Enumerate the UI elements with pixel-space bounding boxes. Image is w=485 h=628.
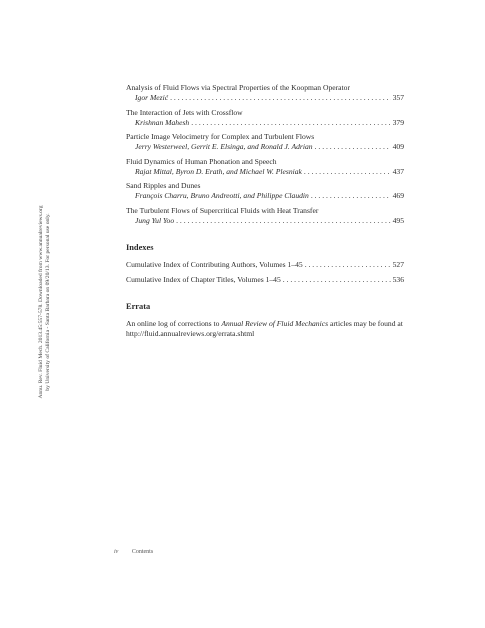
- footer-label: Contents: [131, 549, 154, 555]
- toc-entry: [126, 132, 404, 152]
- download-notice-text: [38, 205, 52, 398]
- toc-entry: [126, 181, 404, 201]
- index-entry-label[interactable]: Cumulative Index of Chapter Titles, Volumes 1–45: [126, 274, 281, 284]
- footer-page-number: iv: [114, 549, 119, 555]
- download-notice-line: by University of California - Santa Barbara on 09/20/13. For personal use only.: [45, 213, 51, 391]
- toc-entry-line: [126, 191, 404, 201]
- toc-entry-title[interactable]: Fluid Dynamics of Human Phonation and Speech: [126, 156, 277, 166]
- index-entry-page[interactable]: 527: [392, 259, 404, 269]
- toc-entry-title[interactable]: The Turbulent Flows of Supercritical Fluids with Heat Transfer: [126, 205, 319, 215]
- download-notice: [30, 202, 60, 402]
- dot-leader: [283, 275, 391, 285]
- toc-entry-title[interactable]: Analysis of Fluid Flows via Spectral Properties of the Koopman Operator: [126, 83, 350, 92]
- toc-entry-page[interactable]: 495: [392, 215, 404, 225]
- journal-title: Annual Review of Fluid Mechanics: [221, 318, 329, 328]
- page-footer: [114, 549, 153, 555]
- dot-leader: [170, 93, 391, 103]
- toc-entry-page[interactable]: 357: [392, 93, 404, 102]
- toc-entry-authors: François Charru, Bruno Andreotti, and Philippe Claudin: [135, 191, 309, 200]
- toc-entry: [126, 83, 404, 103]
- toc-entry-line: [126, 118, 404, 128]
- dot-leader: [311, 191, 391, 201]
- toc-entry-title[interactable]: The Interaction of Jets with Crossflow: [126, 107, 243, 117]
- errata-text-before: An online log of corrections to: [126, 318, 222, 328]
- index-entry-page[interactable]: 536: [392, 274, 404, 284]
- toc-entry-title[interactable]: Sand Ripples and Dunes: [126, 181, 201, 190]
- index-entry[interactable]: [126, 275, 404, 285]
- index-entry-label[interactable]: Cumulative Index of Contributing Authors, Volumes 1–45: [126, 259, 303, 269]
- toc-entry: [126, 206, 404, 226]
- toc-entry-page[interactable]: 409: [392, 142, 404, 151]
- table-of-contents: [126, 83, 404, 340]
- toc-entry-authors: Rajat Mittal, Byron D. Erath, and Michael W. Plesniak: [135, 166, 302, 176]
- toc-entry: [126, 108, 404, 128]
- toc-entry-line: [126, 216, 404, 226]
- index-entry[interactable]: [126, 260, 404, 270]
- toc-entry-page[interactable]: 469: [392, 191, 404, 200]
- errata-text: [126, 319, 404, 340]
- dot-leader: [304, 167, 391, 177]
- toc-entry-authors: Jerry Westerweel, Gerrit E. Elsinga, and Ronald J. Adrian: [135, 142, 313, 151]
- indexes-heading: Indexes: [126, 242, 154, 252]
- dot-leader: [176, 216, 390, 226]
- dot-leader: [305, 260, 391, 270]
- toc-entry-title[interactable]: Particle Image Velocimetry for Complex and Turbulent Flows: [126, 132, 315, 141]
- toc-entry-line: [126, 167, 404, 177]
- dot-leader: [191, 118, 390, 128]
- errata-text-after[interactable]: articles may be found at http://fluid.annualreviews.org/errata.shtml: [126, 318, 403, 338]
- toc-entry-page[interactable]: 437: [392, 166, 404, 176]
- toc-entry-page[interactable]: 379: [392, 117, 404, 127]
- toc-entry-authors: Igor Mezić: [135, 93, 169, 102]
- dot-leader: [315, 142, 391, 152]
- download-notice-line: Annu. Rev. Fluid Mech. 2013.45:557-578. Downloaded from www.annualreviews.org: [37, 205, 44, 399]
- toc-entry-line: [126, 93, 404, 103]
- toc-entry: [126, 157, 404, 177]
- errata-heading: Errata: [126, 301, 151, 311]
- toc-entry-authors: Krishnan Mahesh: [135, 117, 190, 127]
- toc-entry-authors: Jung Yul Yoo: [135, 215, 175, 225]
- toc-entry-line: [126, 142, 404, 152]
